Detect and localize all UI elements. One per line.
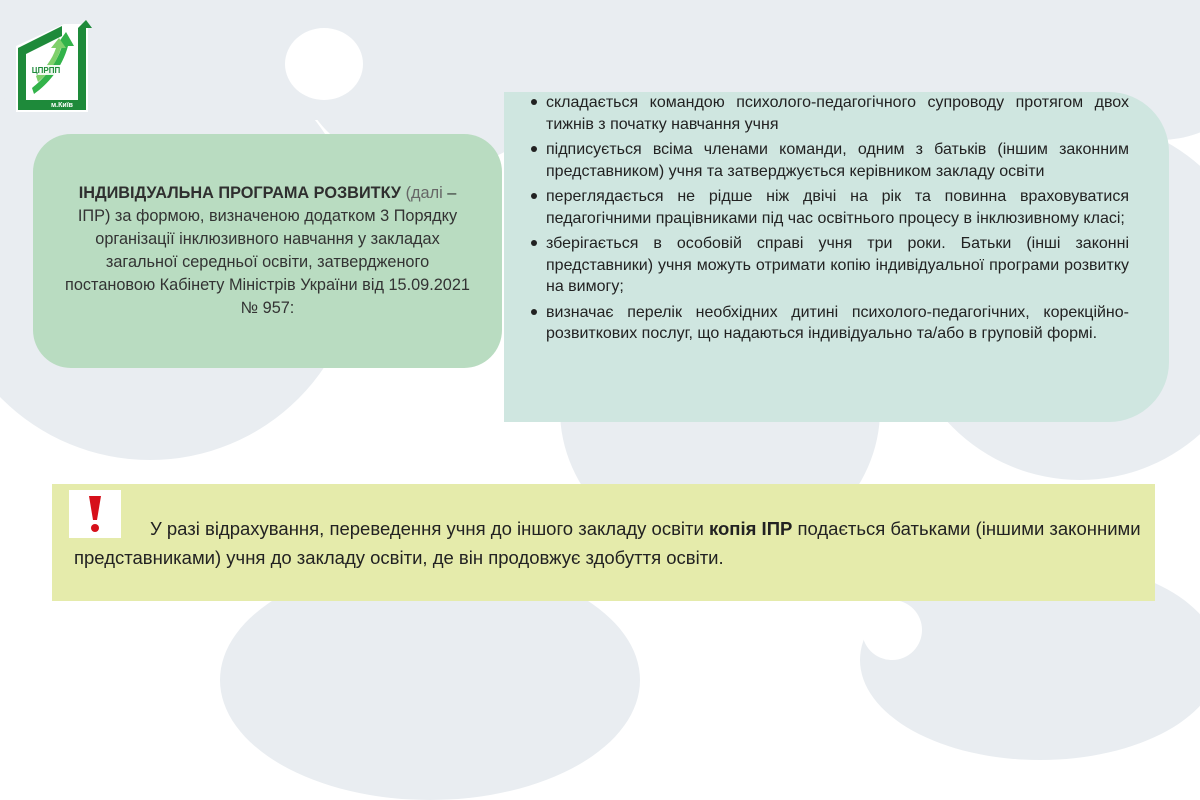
background-circle — [285, 28, 363, 100]
program-properties-list — [532, 92, 1129, 345]
bullet-icon — [531, 309, 537, 315]
alert-badge — [69, 490, 121, 538]
cirpp-logo-icon — [12, 18, 94, 118]
program-definition-text — [61, 182, 474, 320]
list-item: переглядається не рідше ніж двічі на рік та повинна враховуватися педагогічними працівниками під час освітнього процесу в інклюзивному класі; — [532, 186, 1129, 229]
list-item: складається командою психолого-педагогічного супроводу протягом двох тижнів з початку навчання учня — [532, 92, 1129, 135]
bullet-icon — [531, 240, 537, 246]
notice-text: У разі відрахування, переведення учня до іншого закладу освіти копія ІПР подається батьками (іншими законними представниками) учня до закладу освіти, де він продовжує здобуття освіти. — [74, 518, 1141, 568]
exclamation-icon — [85, 494, 105, 534]
program-definition-box — [33, 134, 502, 368]
list-item: зберігається в особовій справі учня три роки. Батьки (інші законні представники) учня можуть отримати копію індивідуальної програми розвитку на вимогу; — [532, 233, 1129, 298]
bullet-icon — [531, 146, 537, 152]
bullet-icon — [531, 99, 537, 105]
svg-text:ЦПРПП: ЦПРПП — [31, 66, 61, 75]
background-circle — [862, 600, 922, 660]
svg-text:м.Київ: м.Київ — [51, 102, 73, 109]
program-properties-box — [504, 92, 1169, 422]
program-abbr-open: (далі — [401, 184, 443, 202]
organization-logo — [12, 18, 94, 118]
background-circle — [688, 590, 788, 690]
list-item: підписується всіма членами команди, одним з батьків (іншим законним представником) учня та затверджується керівником закладу освіти — [532, 139, 1129, 182]
notice-box — [52, 484, 1155, 601]
program-description: – ІПР) за формою, визначеною додатком 3 Порядку організації інклюзивного навчання у закладах загальної середньої освіти, затвердженого постановою Кабінету Міністрів України від 15.09.2021 № 957: — [65, 184, 470, 317]
list-item: визначає перелік необхідних дитині психолого-педагогічних, корекційно-розвиткових послуг, що надаються індивідуально та/або в груповій формі. — [532, 302, 1129, 345]
notice-emphasis: копія ІПР — [708, 518, 793, 539]
bullet-icon — [531, 193, 537, 199]
program-title: ІНДИВІДУАЛЬНА ПРОГРАМА РОЗВИТКУ — [78, 184, 402, 202]
